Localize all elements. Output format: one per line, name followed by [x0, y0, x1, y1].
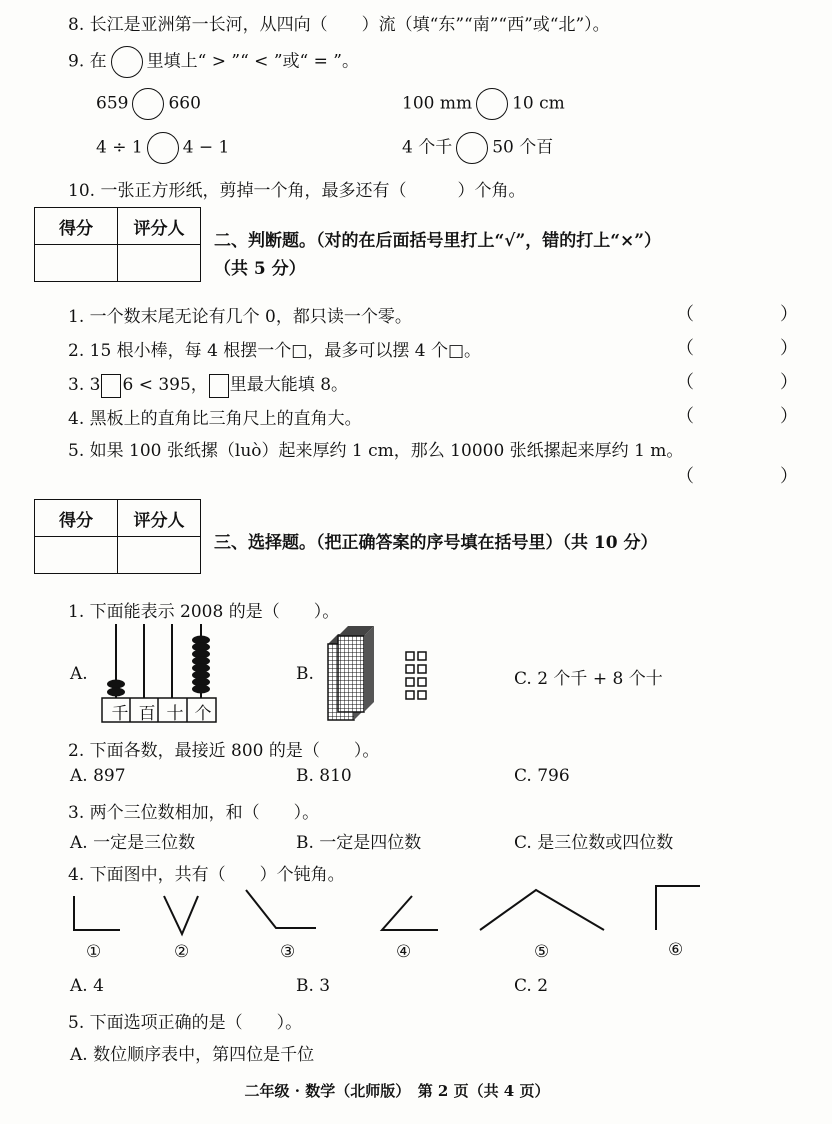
- option-c[interactable]: C. 796: [514, 766, 570, 786]
- judge-item: 5. 如果 100 张纸摞（luò）起来厚约 1 cm，那么 10000 张纸摞起来厚约 1 m。: [68, 441, 684, 461]
- judge-item: 2. 15 根小棒，每 4 根摆一个□，最多可以摆 4 个□。: [68, 341, 482, 361]
- answer-paren[interactable]: （ ）: [676, 466, 832, 487]
- abacus-label: 十: [166, 704, 184, 724]
- score-label: 得分: [35, 500, 118, 537]
- option-a[interactable]: A. 4: [70, 976, 104, 996]
- judge-item: 4. 黑板上的直角比三角尺上的直角大。: [68, 409, 362, 429]
- question-10: 10. 一张正方形纸，剪掉一个角，最多还有（ ）个角。: [68, 181, 526, 201]
- option-b[interactable]: B.: [296, 664, 314, 684]
- abacus-label: 个: [194, 704, 212, 724]
- option-b[interactable]: B. 3: [296, 976, 331, 996]
- angle-figure-2: [164, 896, 198, 934]
- angle-label: ⑥: [668, 940, 684, 960]
- question-8: 8. 长江是亚洲第一长河，从四向（ ）流（填“东”“南”“西”或“北”）。: [68, 15, 610, 35]
- angle-figure-6: [656, 886, 700, 930]
- abacus-label: 百: [138, 704, 156, 724]
- judge-item: 1. 一个数末尾无论有几个 0，都只读一个零。: [68, 307, 412, 327]
- option-b[interactable]: B. 810: [296, 766, 352, 786]
- option-c[interactable]: C. 2 个千 + 8 个十: [514, 669, 663, 689]
- angle-label: ④: [396, 942, 412, 962]
- section-3-title: 三、选择题。（把正确答案的序号填在括号里）（共 10 分）: [214, 533, 658, 553]
- choice-question-2: 2. 下面各数，最接近 800 的是（ ）。: [68, 741, 380, 761]
- abacus-label: 千: [111, 704, 129, 724]
- compare-row: 100 mm 10 cm: [402, 88, 565, 120]
- option-a[interactable]: A.: [70, 664, 88, 684]
- angle-figure-4: [382, 896, 438, 930]
- angle-figure-1: [74, 896, 120, 930]
- option-a[interactable]: A. 一定是三位数: [70, 833, 196, 853]
- choice-question-3: 3. 两个三位数相加，和（ ）。: [68, 803, 320, 823]
- page-footer: 二年级 · 数学（北师版） 第 2 页（共 4 页）: [244, 1082, 550, 1100]
- answer-paren[interactable]: （ ）: [676, 338, 832, 359]
- angle-label: ②: [174, 942, 190, 962]
- compare-row: 4 ÷ 1 4 − 1: [96, 132, 229, 164]
- option-c[interactable]: C. 是三位数或四位数: [514, 833, 674, 853]
- choice-question-4: 4. 下面图中，共有（ ）个钝角。: [68, 865, 345, 885]
- option-c[interactable]: C. 2: [514, 976, 549, 996]
- judge-item: 3. 3 6 < 395， 里最大能填 8。: [68, 370, 348, 398]
- grader-label: 评分人: [118, 208, 201, 245]
- answer-paren[interactable]: （ ）: [676, 372, 832, 393]
- choice-question-5: 5. 下面选项正确的是（ ）。: [68, 1013, 303, 1033]
- grader-label: 评分人: [118, 500, 201, 537]
- angle-label: ⑤: [534, 942, 550, 962]
- answer-paren[interactable]: （ ）: [676, 406, 832, 427]
- compare-row: 659 660: [96, 88, 201, 120]
- option-a[interactable]: A. 数位顺序表中，第四位是千位: [70, 1045, 315, 1065]
- angle-figure-5: [480, 890, 604, 930]
- angle-figure-3: [246, 890, 316, 928]
- section-2-points: （共 5 分）: [214, 259, 306, 279]
- angle-label: ③: [280, 942, 296, 962]
- compare-row: 4 个千 50 个百: [402, 132, 553, 164]
- choice-question-1: 1. 下面能表示 2008 的是（ ）。: [68, 602, 340, 622]
- angle-label: ①: [86, 942, 102, 962]
- score-label: 得分: [35, 208, 118, 245]
- option-b[interactable]: B. 一定是四位数: [296, 833, 422, 853]
- section-2-title: 二、判断题。（对的在后面括号里打上“√”，错的打上“×”）: [214, 231, 662, 251]
- option-a[interactable]: A. 897: [70, 766, 126, 786]
- answer-paren[interactable]: （ ）: [676, 304, 832, 325]
- question-9-prompt: 9. 在 里填上“ > ”“ < ”或“ = ”。: [68, 46, 359, 78]
